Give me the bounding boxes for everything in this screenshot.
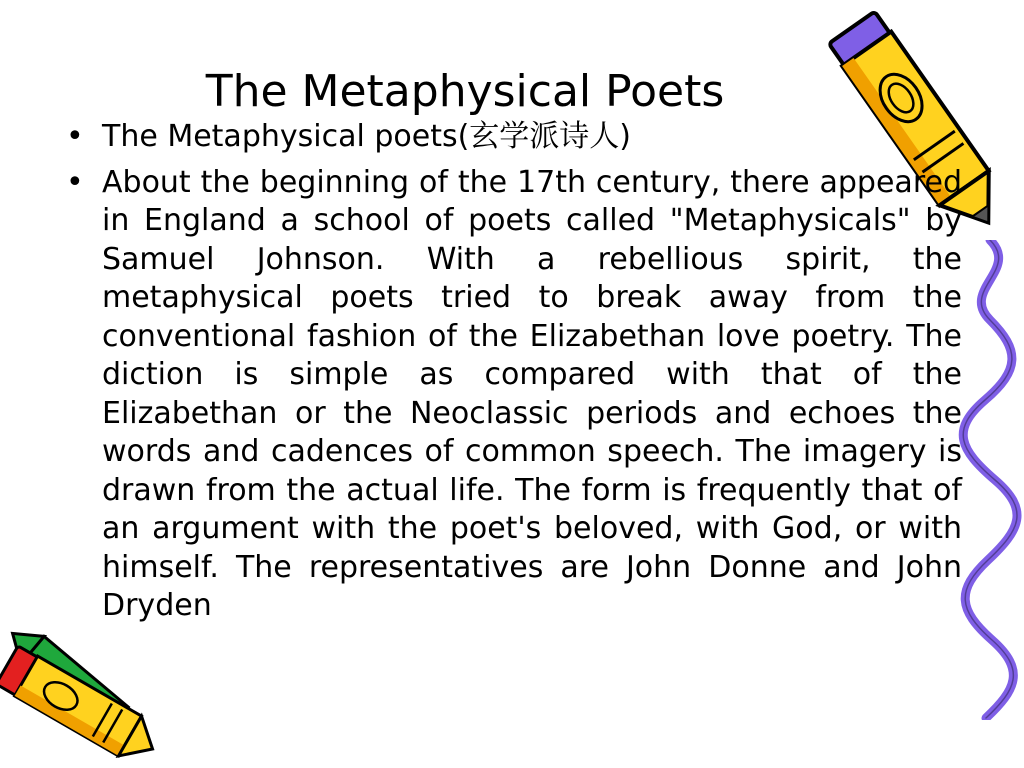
bullet-item [66, 118, 962, 157]
bullet-icon: • [66, 119, 84, 154]
bullet-item [66, 164, 962, 626]
bullet-icon: • [66, 164, 84, 200]
bullet-text-description: About the beginning of the 17th century, there appeared in England a school of poets called "Metaphysicals" by Samuel Johnson. With a rebellious spirit, the metaphysical poets tried to break away from the conventional fashion of the Elizabethan love poetry. The diction is simple as compared with that of the Elizabethan or the Neoclassic periods and echoes the words and cadences of common speech. The imagery is drawn from the actual life. The form is frequently that of an argument with the poet's beloved, with God, or with himself. The representatives are John Donne and John Dryden [102, 164, 962, 623]
crayons-icon [0, 610, 165, 768]
bullet-list [66, 118, 962, 633]
slide-title: The Metaphysical Poets [205, 66, 725, 117]
bullet-text-metaphysical-poets: The Metaphysical poets(玄学派诗人) [102, 119, 631, 154]
